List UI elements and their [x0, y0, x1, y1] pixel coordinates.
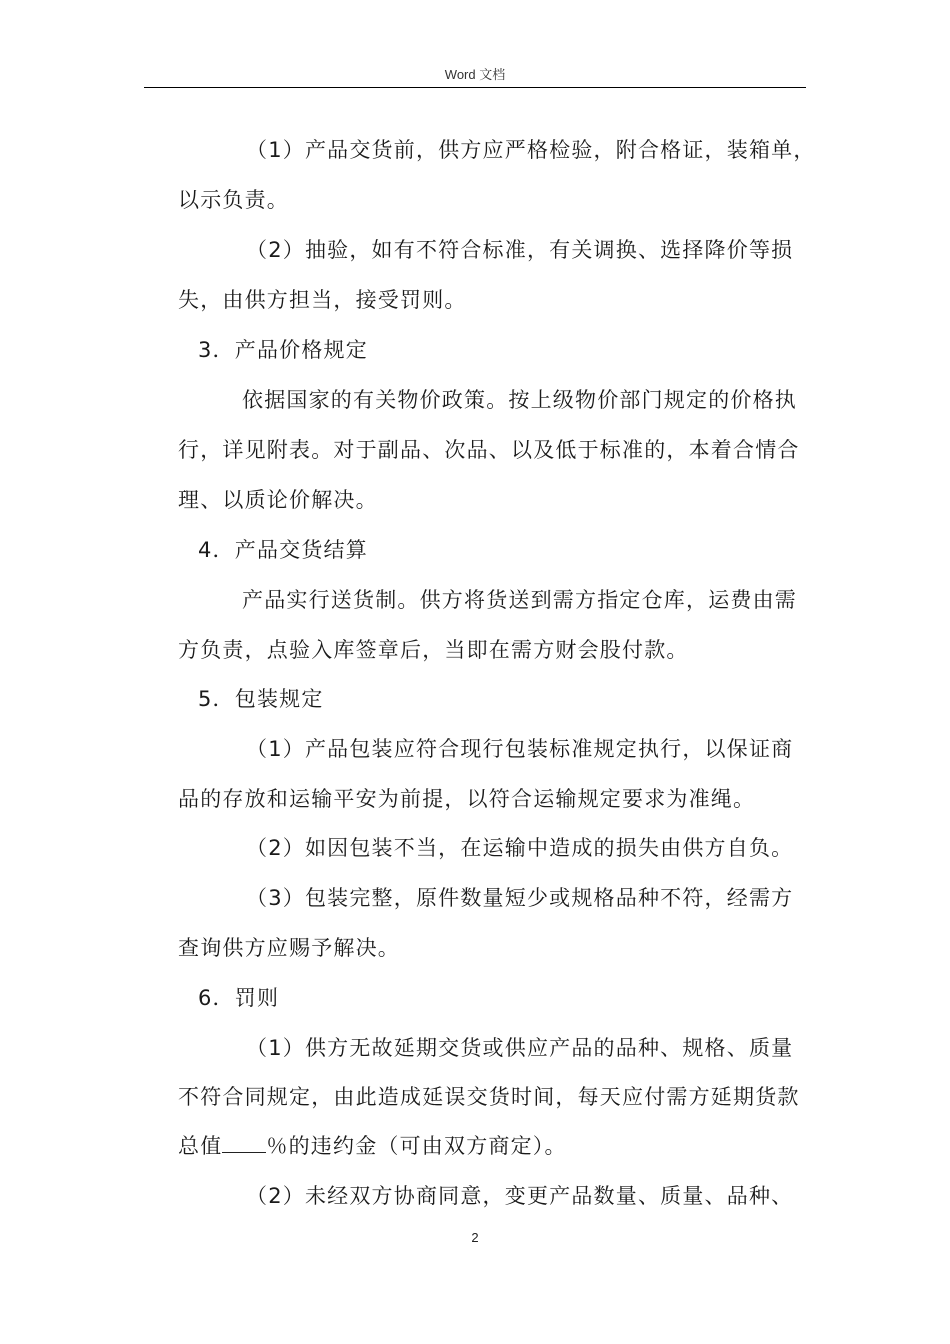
header-divider — [144, 87, 806, 88]
paragraph-line: 方负责，点验入库签章后，当即在需方财会股付款。 — [178, 638, 689, 662]
paragraph-line: 不符合同规定，由此造成延误交货时间，每天应付需方延期货款 — [178, 1085, 800, 1109]
line-text-before-blank: 总值 — [178, 1134, 223, 1158]
fill-in-blank — [222, 1134, 266, 1153]
section-heading: 4．产品交货结算 — [198, 538, 368, 562]
paragraph-line: （2）未经双方协商同意，变更产品数量、质量、品种、 — [246, 1184, 794, 1208]
paragraph-line: （3）包装完整，原件数量短少或规格品种不符，经需方 — [246, 886, 794, 910]
line-text-after-blank: ％的违约金（可由双方商定）。 — [266, 1134, 567, 1158]
section-heading: 6．罚则 — [198, 986, 280, 1010]
section-heading: 5．包装规定 — [198, 687, 324, 711]
paragraph-line: 失，由供方担当，接受罚则。 — [178, 288, 467, 312]
paragraph-line: 品的存放和运输平安为前提，以符合运输规定要求为准绳。 — [178, 787, 756, 811]
page-number: 2 — [471, 1230, 479, 1245]
header-title: Word 文档 — [444, 67, 506, 82]
paragraph-line: 依据国家的有关物价政策。按上级物价部门规定的价格执 — [242, 388, 797, 412]
paragraph-line: 查询供方应赐予解决。 — [178, 936, 400, 960]
paragraph-line: （1）产品交货前，供方应严格检验，附合格证，装箱单， — [246, 138, 816, 162]
paragraph-line: （2）如因包装不当，在运输中造成的损失由供方自负。 — [246, 836, 794, 860]
paragraph-line: 产品实行送货制。供方将货送到需方指定仓库，运费由需 — [242, 588, 797, 612]
paragraph-line: 行，详见附表。对于副品、次品、以及低于标准的，本着合情合 — [178, 438, 800, 462]
paragraph-line: 以示负责。 — [178, 188, 289, 212]
paragraph-line: （1）供方无故延期交货或供应产品的品种、规格、质量 — [246, 1036, 794, 1060]
paragraph-line: （1）产品包装应符合现行包装标准规定执行，以保证商 — [246, 737, 794, 761]
paragraph-line-with-blank — [178, 1134, 567, 1158]
paragraph-line: 理、以质论价解决。 — [178, 488, 378, 512]
paragraph-line: （2）抽验，如有不符合标准，有关调换、选择降价等损 — [246, 238, 794, 262]
section-heading: 3．产品价格规定 — [198, 338, 368, 362]
